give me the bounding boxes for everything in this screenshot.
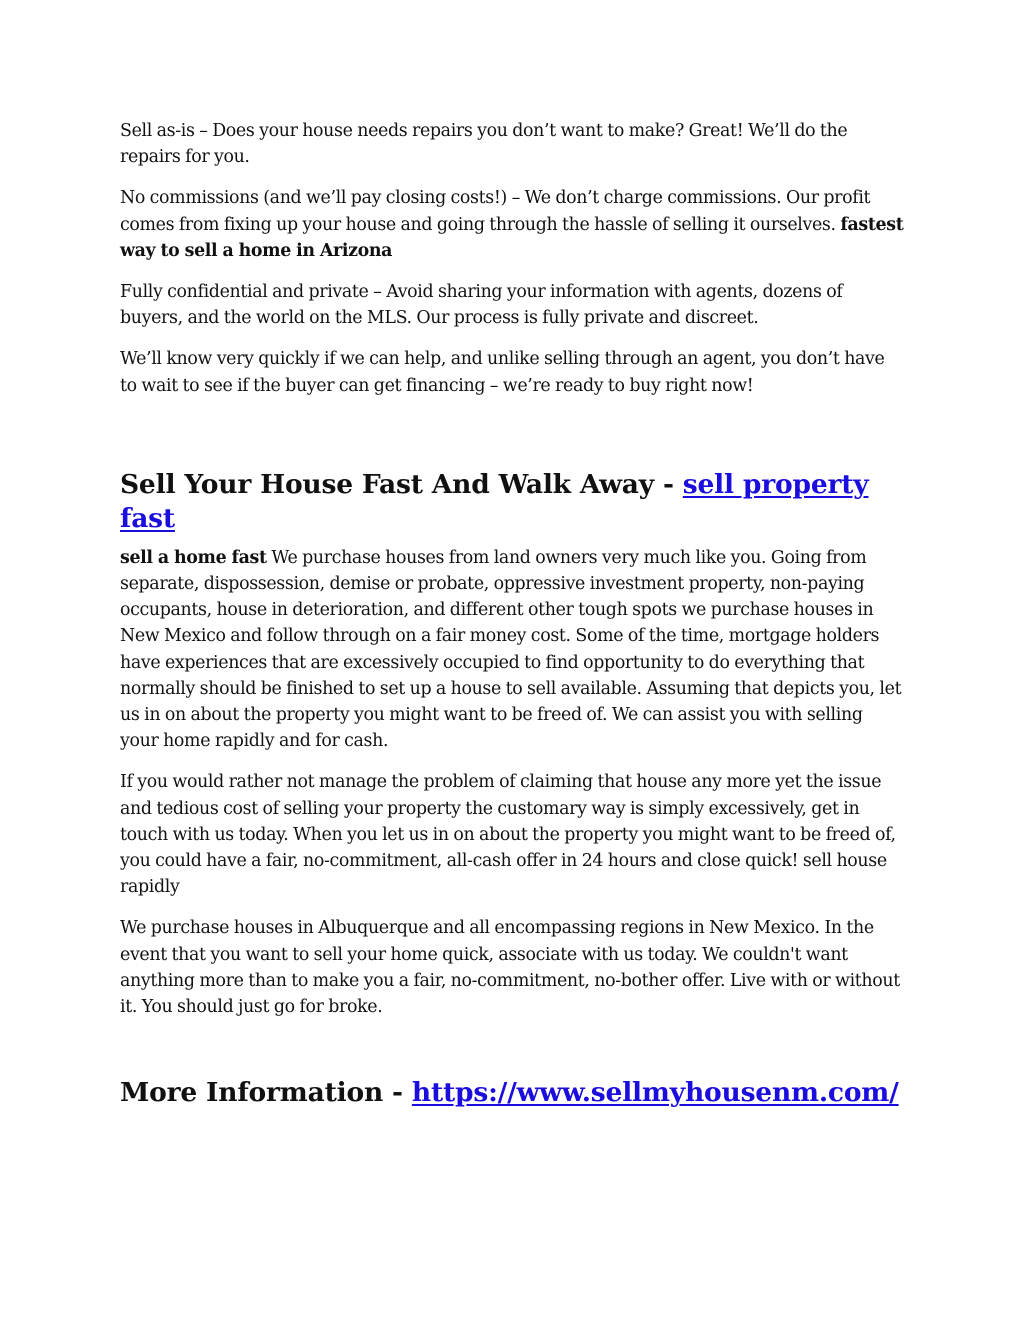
paragraph-no-commissions-bold: fastest way to sell a home in Arizona — [120, 214, 904, 261]
document-page — [120, 118, 905, 1110]
heading-sell-your-house — [120, 468, 905, 536]
paragraph-sell-home-fast-bold: sell a home fast — [120, 547, 267, 568]
paragraph-sell-as-is: Sell as-is – Does your house needs repairs you don’t want to make? Great! We’ll do the repairs for you. — [120, 121, 848, 168]
website-link[interactable]: https://www.sellmyhousenm.com/ — [411, 1077, 899, 1109]
paragraph-confidential: Fully confidential and private – Avoid sharing your information with agents, dozens of buyers, and the world on the MLS. Our process is fully private and discreet. — [120, 282, 843, 329]
paragraph-no-commissions — [120, 185, 905, 264]
heading-more-text: More Information - — [120, 1077, 412, 1109]
paragraph-sell-home-fast — [120, 545, 905, 755]
paragraph-no-commissions-text: No commissions (and we’ll pay closing costs!) – We don’t charge commissions. Our profit comes from fixing up your house and going through the hassle of selling it ourselves. — [120, 188, 871, 235]
paragraph-claiming-house: If you would rather not manage the problem of claiming that house any more yet the issue and tedious cost of selling your property the customary way is simply excessively, get in touch with us today. When you let us in on about the property you might want to be freed of, you could have a fair, no-commitment, all-cash offer in 24 hours and close quick! sell house rapidly — [120, 772, 896, 898]
sell-property-fast-link[interactable]: sell property fast — [120, 468, 869, 534]
paragraph-know-quickly: We’ll know very quickly if we can help, and unlike selling through an agent, you don’t have to wait to see if the buyer can get financing – we’re ready to buy right now! — [120, 349, 885, 396]
heading-sell-text: Sell Your House Fast And Walk Away - — [120, 468, 683, 500]
heading-more-information — [120, 1076, 905, 1110]
paragraph-sell-home-fast-text: We purchase houses from land owners very much like you. Going from separate, dispossession, demise or probate, oppressive investment property, non-paying occupants, house in deterioration, and different other tough spots we purchase houses in New Mexico and follow through on a fair money cost. Some of the time, mortgage holders have experiences that are excessively occupied to find opportunity to do everything that normally should be finished to set up a house to sell available. Assuming that depicts you, let us in on about the property you might want to be freed of. We can assist you with selling your home rapidly and for cash. — [120, 547, 902, 752]
paragraph-albuquerque: We purchase houses in Albuquerque and all encompassing regions in New Mexico. In the event that you want to sell your home quick, associate with us today. We couldn't want anything more than to make you a fair, no-commitment, no-bother offer. Live with or without it. You should just go for broke. — [120, 918, 900, 1018]
